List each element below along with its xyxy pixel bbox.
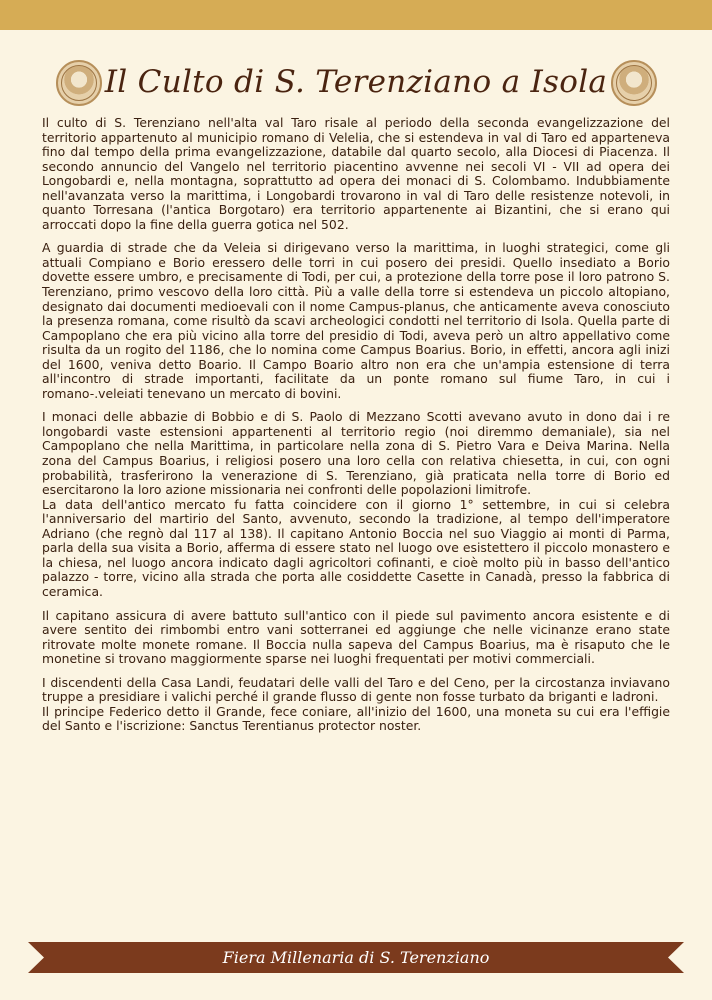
page-header	[0, 52, 712, 112]
top-band	[0, 0, 712, 30]
paragraph: Il principe Federico detto il Grande, fece coniare, all'inizio del 1600, una moneta su cui era l'effigie del Santo e l'iscrizione: Sanctus Terentianus protector noster.	[42, 703, 670, 734]
paragraph: Il capitano assicura di avere battuto sull'antico con il piede sul pavimento ancora esistente e di avere sentito dei rimbombi entro vani sotterranei ed aggiunge che nelle vicinanze erano state ritrovate molte monete romane. Il Boccia nulla sapeva del Campus Boarius, ma è risaputo che le monetine si trovano maggiormente sparse nei luoghi frequentati per motivi commerciali.	[42, 607, 670, 667]
paragraph: La data dell'antico mercato fu fatta coincidere con il giorno 1° settembre, in cui si celebra l'anniversario del martirio del Santo, avvenuto, secondo la tradizione, al tempo dell'imperatore Adriano (che regnò dal 117 al 138). Il capitano Antonio Boccia nel suo Viaggio ai monti di Parma, parla della sua visita a Borio, afferma di essere stato nel luogo ove esistettero il piccolo monastero e la chiesa, nel luogo ancora indicato dagli agricoltori cofinanti, e cioè molto più in basso dell'antico palazzo - torre, vicino alla strada che porta alle cosiddette Casette in Canadà, presso la fabbrica di ceramica.	[42, 496, 670, 599]
footer-banner	[28, 942, 684, 973]
seal-icon	[611, 60, 657, 106]
article-body	[42, 116, 670, 734]
paragraph: I discendenti della Casa Landi, feudatari delle valli del Taro e del Ceno, per la circostanza inviavano truppe a presidiare i valichi perché il grande flusso di gente non fosse turbato da briganti e ladroni.	[42, 674, 670, 705]
page-title: Il Culto di S. Terenziano a Isola	[104, 64, 608, 100]
paragraph: I monaci delle abbazie di Bobbio e di S. Paolo di Mezzano Scotti avevano avuto in dono dai i re longobardi vaste estensioni appartenenti al territorio regio (noi diremmo demaniale), sia nel Campoplano che nella Marittima, in particolare nella zona di S. Pietro Vara e Deiva Marina. Nella zona del Campus Boarius, i religiosi posero una loro cella con relativa chiesetta, in cui, con ogni probabilità, trasferirono la venerazione di S. Terenziano, già praticata nella torre di Borio ed esercitarono la loro azione missionaria nei confronti delle popolazioni limitrofe.	[42, 409, 670, 498]
footer-title: Fiera Millenaria di S. Terenziano	[222, 948, 490, 967]
paragraph: A guardia di strade che da Veleia si dirigevano verso la marittima, in luoghi strategici, come gli attuali Compiano e Borio eressero delle torri in cui posero dei presidi. Quello insediato a Borio dovette essere umbro, e precisamente di Todi, per cui, a protezione della torre pose il loro patrono S. Terenziano, primo vescovo della loro città. Più a valle della torre si estendeva un piccolo altopiano, designato dai documenti medioevali con il nome Campus-planus, che anticamente aveva conosciuto la presenza romana, come risultò da scavi archeologici condotti nel territorio di Isola. Quella parte di Campoplano che era più vicino alla torre del presidio di Todi, aveva però un altro appellativo come risulta da un rogito del 1186, che lo nomina come Campus Boarius. Borio, in effetti, ancora agli inizi del 1600, veniva detto Boario. Il Campo Boario altro non era che un'ampia estensione di terra all'incontro di strade importanti, facilitate da un ponte romano sul fiume Taro, in cui i romano-.veleiati tenevano un mercato di bovini.	[42, 240, 670, 401]
paragraph: Il culto di S. Terenziano nell'alta val Taro risale al periodo della seconda evangelizzazione del territorio appartenuto al municipio romano di Velelia, che si estendeva in val di Taro ed apparteneva fino dal tempo della prima evangelizzazione, databile dal quarto secolo, alla Diocesi di Piacenza. Il secondo annuncio del Vangelo nel territorio piacentino avvenne nei secoli VI - VII ad opera dei Longobardi e, nella montagna, soprattutto ad opera dei monaci di S. Colombamo. Indubbiamente nell'avanzata verso la marittima, i Longobardi trovarono in val di Taro delle resistenze notevoli, in quanto Torresana (l'antica Borgotaro) era territorio appartenente ai Bizantini, che si erano qui arroccati dopo la fine della guerra gotica nel 502.	[42, 115, 670, 232]
